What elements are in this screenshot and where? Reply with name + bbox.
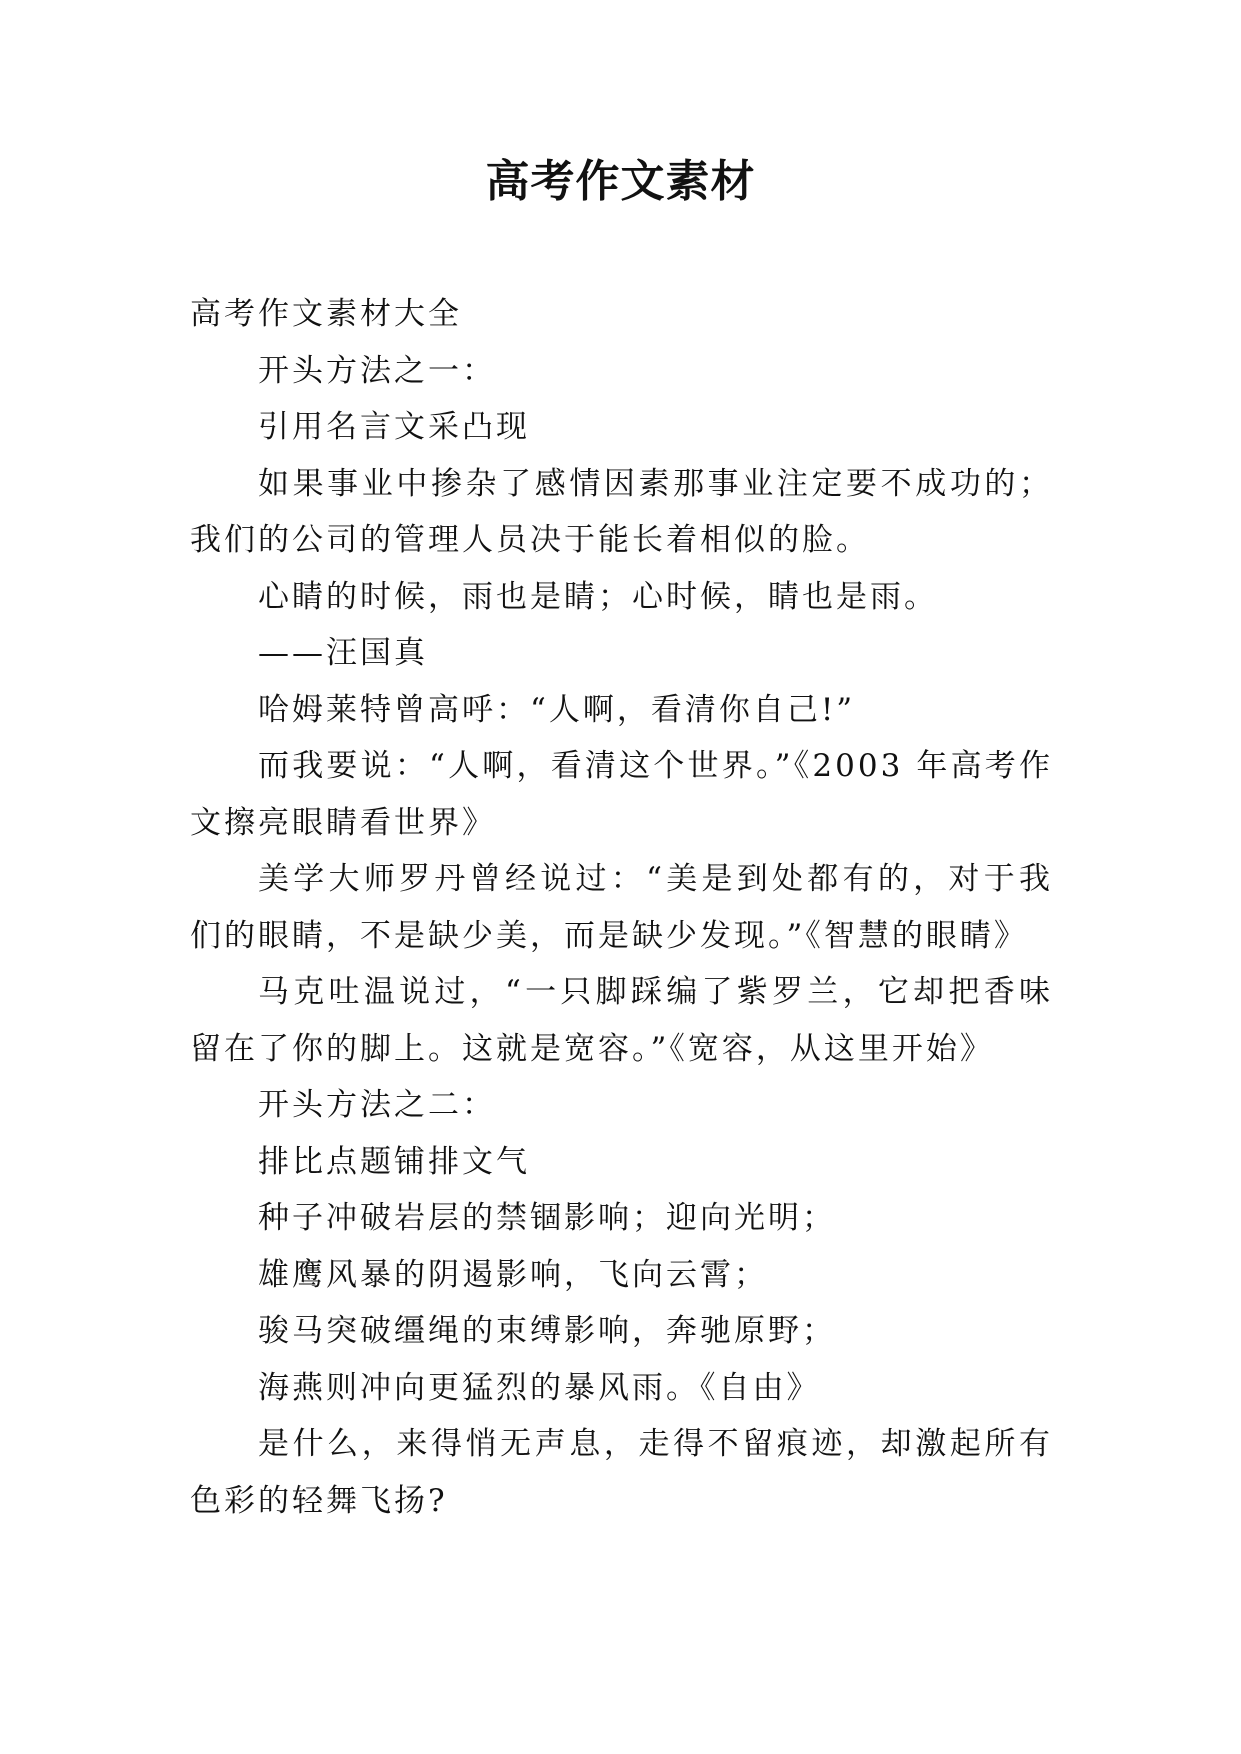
- paragraph: 而我要说：“人啊，看清这个世界。”《2003 年高考作文擦亮眼睛看世界》: [190, 748, 1053, 841]
- paragraph: 哈姆莱特曾高呼：“人啊，看清你自己!”: [258, 691, 856, 728]
- paragraph: 高考作文素材大全: [190, 296, 462, 332]
- document-body: [190, 286, 1053, 1529]
- paragraph: 骏马突破缰绳的束缚影响，奔驰原野；: [258, 1313, 836, 1349]
- paragraph: 排比点题铺排文气: [258, 1143, 530, 1180]
- paragraph: 引用名言文采凸现: [258, 409, 530, 445]
- document-title: 高考作文素材: [485, 156, 756, 207]
- paragraph: 雄鹰风暴的阴遏影响，飞向云霄；: [258, 1256, 768, 1293]
- paragraph: 海燕则冲向更猛烈的暴风雨。《自由》: [258, 1369, 821, 1406]
- paragraph: 美学大师罗丹曾经说过：“美是到处都有的，对于我们的眼睛，不是缺少美，而是缺少发现。”《智慧的眼睛》: [190, 861, 1053, 954]
- paragraph: ——汪国真: [258, 635, 428, 671]
- paragraph: 开头方法之一：: [258, 352, 496, 389]
- paragraph: 是什么，来得悄无声息，走得不留痕迹，却激起所有色彩的轻舞飞扬?: [190, 1426, 1053, 1519]
- paragraph: 心睛的时候，雨也是睛；心时候，睛也是雨。: [258, 578, 938, 615]
- paragraph: 种子冲破岩层的禁锢影响；迎向光明；: [258, 1200, 836, 1236]
- paragraph: 如果事业中掺杂了感情因素那事业注定要不成功的；我们的公司的管理人员决于能长着相似的脸。: [190, 465, 1053, 558]
- paragraph: 马克吐温说过，“一只脚踩编了紫罗兰，它却把香味留在了你的脚上。这就是宽容。”《宽容，从这里开始》: [190, 974, 1053, 1067]
- paragraph: 开头方法之二：: [258, 1087, 496, 1123]
